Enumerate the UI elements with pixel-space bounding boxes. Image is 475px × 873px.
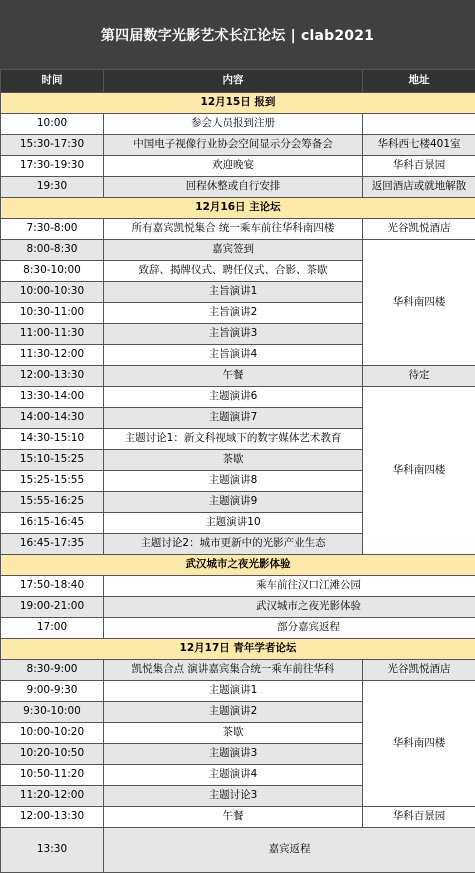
time-cell: 16:15-16:45 xyxy=(1,513,104,534)
location-cell: 华科百景园 xyxy=(363,156,475,177)
time-cell: 8:00-8:30 xyxy=(1,240,104,261)
content-cell: 主题演讲7 xyxy=(104,408,363,429)
location-cell: 华科百景园 xyxy=(363,807,475,828)
time-cell: 11:20-12:00 xyxy=(1,786,104,807)
table-row xyxy=(1,219,475,240)
day-header-row xyxy=(1,93,475,114)
table-row xyxy=(1,618,475,639)
time-cell: 19:00-21:00 xyxy=(1,597,104,618)
time-cell: 8:30-9:00 xyxy=(1,660,104,681)
content-cell: 主题演讲2 xyxy=(104,702,363,723)
content-cell: 主旨演讲3 xyxy=(104,324,363,345)
time-cell: 14:00-14:30 xyxy=(1,408,104,429)
time-cell: 19:30 xyxy=(1,177,104,198)
time-cell: 10:20-10:50 xyxy=(1,744,104,765)
content-cell: 午餐 xyxy=(104,807,363,828)
content-cell: 主题讨论2：城市更新中的光影产业生态 xyxy=(104,534,363,555)
content-cell: 主题讨论3 xyxy=(104,786,363,807)
content-cell: 回程休整或自行安排 xyxy=(104,177,363,198)
table-row xyxy=(1,681,475,702)
content-cell: 参会人员报到注册 xyxy=(104,114,363,135)
content-cell: 凯悦集合点 演讲嘉宾集合统一乘车前往华科 xyxy=(104,660,363,681)
content-cell: 主题演讲9 xyxy=(104,492,363,513)
table-row xyxy=(1,240,475,261)
content-cell: 嘉宾返程 xyxy=(104,828,475,873)
column-header-location: 地址 xyxy=(363,70,475,93)
location-cell: 待定 xyxy=(363,366,475,387)
day-header: 武汉城市之夜光影体验 xyxy=(1,555,475,576)
content-cell: 所有嘉宾凯悦集合 统一乘车前往华科南四楼 xyxy=(104,219,363,240)
column-header-content: 内容 xyxy=(104,70,363,93)
time-cell: 13:30-14:00 xyxy=(1,387,104,408)
column-header-time: 时间 xyxy=(1,70,104,93)
content-cell: 中国电子视像行业协会空间显示分会筹备会 xyxy=(104,135,363,156)
time-cell: 9:30-10:00 xyxy=(1,702,104,723)
content-cell: 主题演讲6 xyxy=(104,387,363,408)
table-row xyxy=(1,597,475,618)
table-row xyxy=(1,177,475,198)
location-cell: 华科南四楼 xyxy=(363,681,475,807)
content-cell: 武汉城市之夜光影体验 xyxy=(104,597,475,618)
content-cell: 主旨演讲2 xyxy=(104,303,363,324)
time-cell: 15:30-17:30 xyxy=(1,135,104,156)
time-cell: 10:50-11:20 xyxy=(1,765,104,786)
day-header-row xyxy=(1,198,475,219)
table-row xyxy=(1,828,475,873)
table-row xyxy=(1,576,475,597)
content-cell: 午餐 xyxy=(104,366,363,387)
content-cell: 主旨演讲4 xyxy=(104,345,363,366)
time-cell: 15:25-15:55 xyxy=(1,471,104,492)
content-cell: 主题演讲1 xyxy=(104,681,363,702)
time-cell: 10:00 xyxy=(1,114,104,135)
day-header-row xyxy=(1,639,475,660)
table-row xyxy=(1,807,475,828)
location-cell: 华科西七楼401室 xyxy=(363,135,475,156)
time-cell: 15:10-15:25 xyxy=(1,450,104,471)
content-cell: 欢迎晚宴 xyxy=(104,156,363,177)
table-header-row xyxy=(1,70,475,93)
time-cell: 10:00-10:30 xyxy=(1,282,104,303)
table-row xyxy=(1,660,475,681)
time-cell: 11:30-12:00 xyxy=(1,345,104,366)
time-cell: 16:45-17:35 xyxy=(1,534,104,555)
time-cell: 15:55-16:25 xyxy=(1,492,104,513)
page-title: 第四届数字光影艺术长江论坛 | clab2021 xyxy=(0,0,475,70)
table-row xyxy=(1,387,475,408)
content-cell: 主题演讲10 xyxy=(104,513,363,534)
location-cell xyxy=(363,114,475,135)
time-cell: 10:00-10:20 xyxy=(1,723,104,744)
day-header: 12月15日 报到 xyxy=(1,93,475,114)
content-cell: 主题演讲4 xyxy=(104,765,363,786)
day-header-row xyxy=(1,555,475,576)
content-cell: 主旨演讲1 xyxy=(104,282,363,303)
content-cell: 茶歇 xyxy=(104,723,363,744)
content-cell: 嘉宾签到 xyxy=(104,240,363,261)
content-cell: 主题演讲3 xyxy=(104,744,363,765)
location-cell: 返回酒店或就地解散 xyxy=(363,177,475,198)
location-cell: 光谷凯悦酒店 xyxy=(363,219,475,240)
time-cell: 9:00-9:30 xyxy=(1,681,104,702)
time-cell: 11:00-11:30 xyxy=(1,324,104,345)
table-row xyxy=(1,156,475,177)
content-cell: 致辞、揭牌仪式、聘任仪式、合影、茶歇 xyxy=(104,261,363,282)
time-cell: 17:00 xyxy=(1,618,104,639)
location-cell: 华科南四楼 xyxy=(363,240,475,366)
content-cell: 主题讨论1：新文科视域下的数字媒体艺术教育 xyxy=(104,429,363,450)
content-cell: 部分嘉宾返程 xyxy=(104,618,475,639)
day-header: 12月17日 青年学者论坛 xyxy=(1,639,475,660)
time-cell: 10:30-11:00 xyxy=(1,303,104,324)
table-row xyxy=(1,135,475,156)
table-row xyxy=(1,366,475,387)
time-cell: 7:30-8:00 xyxy=(1,219,104,240)
table-row xyxy=(1,114,475,135)
time-cell: 12:00-13:30 xyxy=(1,807,104,828)
time-cell: 13:30 xyxy=(1,828,104,873)
time-cell: 12:00-13:30 xyxy=(1,366,104,387)
location-cell: 光谷凯悦酒店 xyxy=(363,660,475,681)
content-cell: 茶歇 xyxy=(104,450,363,471)
location-cell: 华科南四楼 xyxy=(363,387,475,555)
schedule-table xyxy=(0,69,475,873)
time-cell: 17:30-19:30 xyxy=(1,156,104,177)
content-cell: 主题演讲8 xyxy=(104,471,363,492)
content-cell: 乘车前往汉口江滩公园 xyxy=(104,576,475,597)
time-cell: 14:30-15:10 xyxy=(1,429,104,450)
time-cell: 8:30-10:00 xyxy=(1,261,104,282)
day-header: 12月16日 主论坛 xyxy=(1,198,475,219)
time-cell: 17:50-18:40 xyxy=(1,576,104,597)
